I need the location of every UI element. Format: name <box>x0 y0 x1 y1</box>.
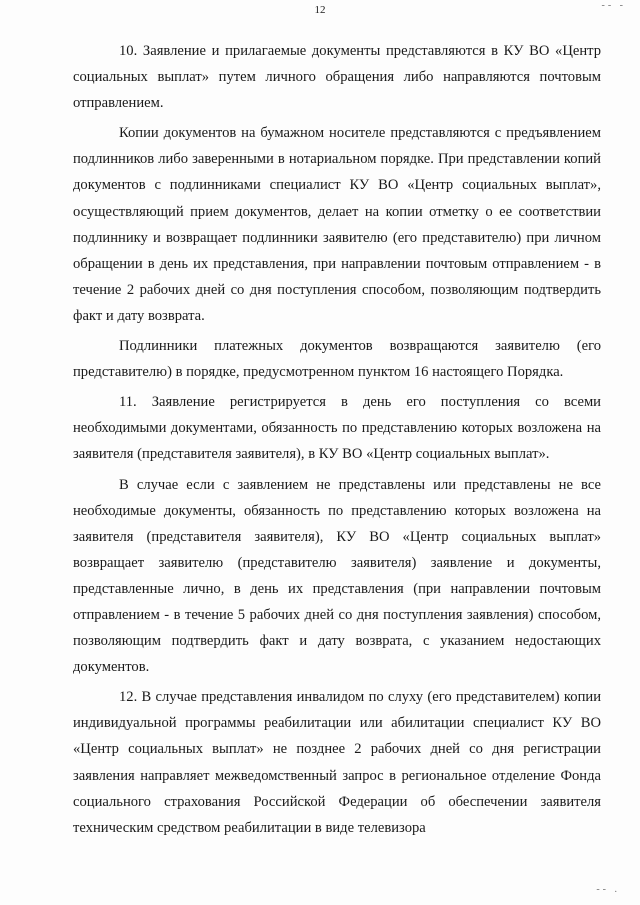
scan-mark-top: -- - <box>601 0 626 11</box>
page-number: 12 <box>314 4 326 16</box>
scan-mark-bottom: -- . <box>596 884 620 895</box>
paragraph-12: 12. В случае представления инвалидом по слуху (его представителем) копии индивидуальной программы реабилитации или абилитации специалист КУ ВО «Центр социальных выплат» не позднее 2 рабочих дней со дня регистрации заявления направляет межведомственный запрос в региональное отделение Фонда социального страхования Российской Федерации об обеспечении заявителя техническим средством реабилитации в виде телевизора <box>73 689 601 836</box>
document-body <box>73 38 601 845</box>
paragraph-10: 10. Заявление и прилагаемые документы представляются в КУ ВО «Центр социальных выплат» путем личного обращения либо направляются почтовым отправлением. <box>73 43 601 112</box>
paragraph-11: 11. Заявление регистрируется в день его поступления со всеми необходимыми документами, обязанность по представлению которых возложена на заявителя (представителя заявителя), в КУ ВО «Центр социальных выплат». <box>73 394 601 463</box>
paragraph-copies: Копии документов на бумажном носителе представляются с предъявлением подлинников либо заверенными в нотариальном порядке. При представлении копий документов с подлинниками специалист КУ ВО «Центр социальных выплат», осуществляющий прием документов, делает на копии отметку о ее соответствии подлиннику и возвращает подлинники заявителю (его представителю) при личном обращении в день их представления, при направлении почтовым отправлением - в течение 2 рабочих дней со дня поступления способом, позволяющим подтвердить факт и дату возврата. <box>73 125 601 324</box>
paragraph-originals: Подлинники платежных документов возвращаются заявителю (его представителю) в порядке, предусмотренном пунктом 16 настоящего Порядка. <box>73 338 601 381</box>
paragraph-incomplete-documents: В случае если с заявлением не представлены или представлены не все необходимые документы, обязанность по представлению которых возложена на заявителя (представителя заявителя), КУ ВО «Центр социальных выплат» возвращает заявителю (представителю заявителя) заявление и документы, представленные лично, в день их представления (при направлении почтовым отправлением - в течение 5 рабочих дней со дня поступления заявления) способом, позволяющим подтвердить факт и дату возврата, с указанием недостающих документов. <box>73 476 601 676</box>
